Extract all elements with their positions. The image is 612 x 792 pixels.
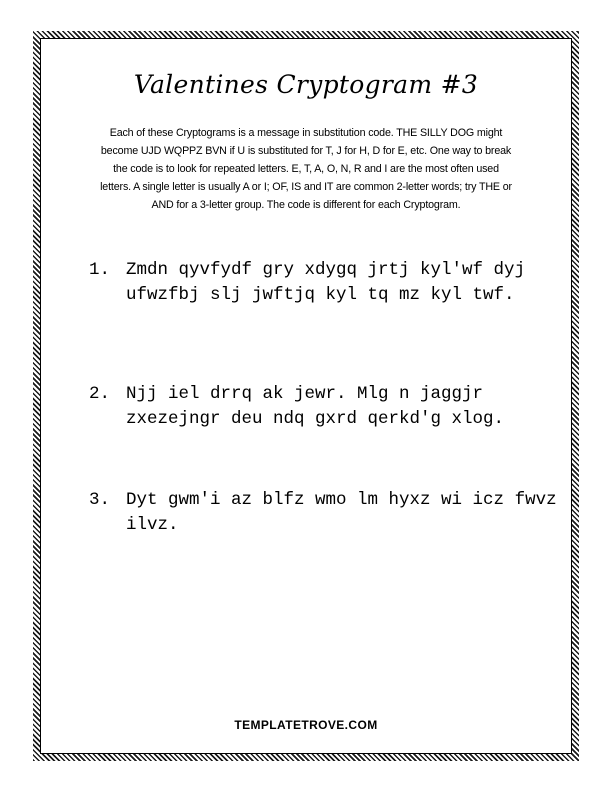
cryptogram-2 bbox=[89, 382, 559, 431]
instructions-line: letters. A single letter is usually A or I; OF, IS and IT are common 2-letter words; try THE or bbox=[100, 181, 512, 193]
page-title: Valentines Cryptogram #3 bbox=[133, 70, 479, 99]
cryptogram-text: Njj iel drrq ak jewr. Mlg n jaggjr zxezejngr deu ndq gxrd qerkd'g xlog. bbox=[126, 384, 505, 429]
cryptogram-3 bbox=[89, 488, 559, 537]
cryptogram-1 bbox=[89, 258, 559, 307]
cryptogram-text: Zmdn qyvfydf gry xdygq jrtj kyl'wf dyj ufwzfbj slj jwftjq kyl tq mz kyl twf. bbox=[126, 260, 526, 305]
cryptogram-number: 1. bbox=[89, 260, 111, 280]
instructions-line: AND for a 3-letter group. The code is different for each Cryptogram. bbox=[151, 199, 461, 211]
cryptogram-text: Dyt gwm'i az blfz wmo lm hyxz wi icz fwvz ilvz. bbox=[126, 490, 557, 535]
footer-site-link[interactable]: TEMPLATETROVE.COM bbox=[234, 718, 378, 732]
cryptogram-number: 2. bbox=[89, 384, 111, 404]
cryptogram-number: 3. bbox=[89, 490, 111, 510]
instructions-paragraph bbox=[78, 124, 534, 214]
instructions-line: the code is to look for repeated letters. E, T, A, O, N, R and I are the most often used bbox=[113, 163, 499, 175]
instructions-line: become UJD WQPPZ BVN if U is substituted for T, J for H, D for E, etc. One way to break bbox=[100, 145, 512, 157]
instructions-line: Each of these Cryptograms is a message in substitution code. THE SILLY DOG might bbox=[109, 127, 503, 139]
